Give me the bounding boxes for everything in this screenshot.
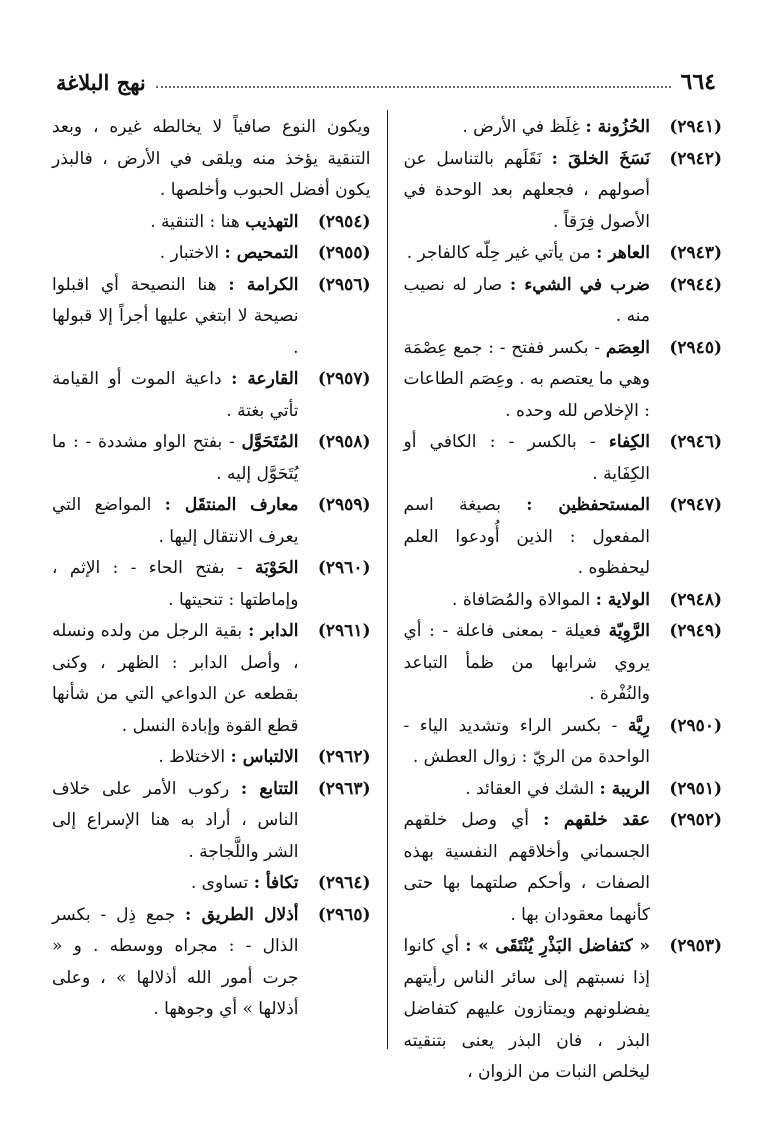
- entry-body: [52, 868, 299, 900]
- entry-body: [404, 270, 651, 333]
- glossary-entry: [404, 144, 723, 239]
- entry-body: [52, 238, 299, 270]
- entry-definition: هنا : التنقية .: [150, 211, 246, 232]
- glossary-entry: [52, 868, 371, 900]
- entry-term: الرَّوِيّة: [608, 621, 650, 641]
- glossary-entry: [404, 427, 723, 490]
- entry-definition: - بكسر الراء وتشديد الياء - الواحدة من الريّ : زوال العطش .: [403, 715, 650, 767]
- entry-definition: المواضع التي يعرف الانتقال إليها .: [52, 495, 299, 547]
- glossary-entry: [52, 207, 371, 239]
- entry-definition: نَقَلَهم بالتناسل عن أصولهم ، فجعلهم بعد الوحدة في الأصول فِرَقاً .: [403, 148, 650, 232]
- entry-number: (٢٩٥٦): [317, 274, 371, 295]
- entry-definition: - بفتح الحاء - : الإثم ، وإماطتها : تنحيتها .: [52, 558, 299, 610]
- glossary-entry: [52, 742, 371, 774]
- entry-number: (٢٩٦٤): [317, 873, 371, 893]
- entry-body: [52, 270, 299, 365]
- entry-term: الولاية :: [595, 589, 650, 610]
- glossary-entry: [52, 616, 371, 742]
- glossary-entry: [52, 900, 371, 1026]
- glossary-entry: [404, 585, 723, 617]
- entry-number: (٢٩٦٥): [317, 904, 371, 925]
- entry-definition: بصيغة اسم المفعول : الذين أُودعوا العلم ليحفظوه .: [403, 495, 650, 578]
- entry-definition: ركوب الأمر على خلاف الناس ، أراد به هنا الإسراع إلى الشر واللَّجاجة .: [52, 778, 299, 862]
- entry-body: [52, 427, 299, 490]
- glossary-entry: [52, 427, 371, 490]
- glossary-entry: [404, 774, 723, 806]
- entry-term: ضرب في الشيء :: [509, 274, 650, 295]
- glossary-entry: [52, 490, 371, 553]
- entry-number: (٢٩٥٩): [317, 495, 371, 515]
- glossary-entry: [404, 931, 723, 1089]
- entry-number: (٢٩٦١): [317, 621, 371, 641]
- entry-definition: - بفتح الواو مشددة - : ما يُتَحَوَّل إليه .: [52, 432, 299, 484]
- entry-definition: هنا النصيحة أي اقبلوا نصيحة لا ابتغي عليها أجراً إلا قبولها .: [52, 274, 299, 358]
- two-column-body: [36, 104, 738, 1082]
- entry-number: (٢٩٥٢): [669, 810, 722, 830]
- entry-definition: صار له نصيب منه .: [403, 274, 650, 326]
- entry-definition: فعيلة - بمعنى فاعلة - : أي يروي شرابها من ظمأ التباعد والنُفْرة .: [403, 621, 650, 704]
- entry-body: [52, 774, 299, 869]
- entry-number: (٢٩٦٢): [317, 747, 371, 767]
- entry-definition: غِلَظ في الأرض .: [462, 117, 586, 137]
- entry-number: (٢٩٤٣): [669, 243, 722, 263]
- entry-body: [52, 742, 299, 774]
- entry-number: (٢٩٦٠): [317, 558, 371, 578]
- entry-number: (٢٩٤٩): [669, 621, 722, 641]
- entry-body: [404, 585, 651, 617]
- entry-term: « كتفاضل البَذْرِ يُنْتَقَى » :: [465, 936, 650, 956]
- entry-definition: من يأتي غير حِلّه كالفاجر .: [406, 243, 597, 263]
- glossary-entry: [404, 333, 723, 428]
- page-header: [56, 60, 716, 104]
- entry-term: الالتباس :: [230, 747, 299, 767]
- entry-number: (٢٩٤٤): [669, 274, 722, 295]
- entry-term: معارف المنتقَل :: [164, 495, 299, 515]
- entry-definition: جمع ذِل - بكسر الذال - : مجراه ووسطه . و « جرت أمور الله أذلالها » ، وعلى أذلالها » أي وجوهها .: [52, 904, 299, 1019]
- entry-definition: - بالكسر - : الكافي أو الكِفَاية .: [403, 432, 650, 484]
- glossary-entry: [52, 364, 371, 427]
- entry-term: أذلال الطريق :: [185, 904, 299, 925]
- entry-number: (٢٩٥٤): [317, 211, 371, 232]
- entry-body: [404, 238, 651, 270]
- entry-body: [52, 364, 299, 427]
- entry-definition: داعية الموت أو القيامة تأتي بغتة .: [52, 369, 299, 421]
- running-title: نهج البلاغة: [56, 69, 146, 95]
- glossary-entry: [404, 270, 723, 333]
- entry-number: (٢٩٥٨): [317, 432, 371, 452]
- entry-definition: الاختلاط .: [158, 747, 231, 767]
- glossary-entry: [404, 805, 723, 931]
- entry-number: (٢٩٥٠): [669, 715, 722, 736]
- entry-body: [52, 900, 299, 1026]
- left-column: [36, 104, 387, 1049]
- entry-definition: الموالاة والمُصَافاة .: [452, 589, 596, 610]
- entry-term: التهذيب: [245, 211, 299, 232]
- entry-body: [52, 207, 299, 239]
- glossary-entry: [52, 238, 371, 270]
- glossary-entry: [52, 553, 371, 616]
- entry-term: تكافأ :: [253, 873, 299, 893]
- entry-number: (٢٩٤١): [669, 117, 722, 137]
- entry-term: رِيَّة: [627, 715, 650, 736]
- right-column: [388, 104, 739, 1082]
- entry-term: التمحيص :: [224, 243, 299, 263]
- glossary-entry: [404, 490, 723, 585]
- entry-definition: أي كانوا إذا نسبتهم إلى سائر الناس رأيتهم يفضلونهم ويمتازون عليهم كتفاضل البذر ، فان البذر يعنى بتنقيته ليخلص النبات من الزوان ،: [403, 936, 650, 1082]
- entry-term: المُتَحَوَّل: [241, 432, 299, 452]
- entry-term: العاهر :: [596, 243, 650, 263]
- entry-definition: - بكسر ففتح - : جمع عِصْمَة وهي ما يعتصم به . وعِصَم الطاعات : الإخلاص لله وحده .: [403, 337, 650, 421]
- entry-number: (٢٩٦٣): [317, 778, 371, 799]
- column-divider: [387, 110, 388, 1049]
- entry-number: (٢٩٥٣): [669, 936, 722, 956]
- entry-body: [404, 805, 651, 931]
- entry-term: القارعة :: [231, 369, 299, 389]
- entry-body: [404, 333, 651, 428]
- page-number: ٦٦٤: [680, 69, 716, 95]
- entry-term: التتابع :: [240, 778, 299, 799]
- entry-term: الكرامة :: [228, 274, 299, 295]
- entry-number: (٢٩٤٢): [669, 148, 722, 169]
- entry-body: [404, 931, 651, 1089]
- entry-term: الحَوْبَة: [254, 558, 299, 578]
- entry-body: [404, 774, 651, 806]
- entry-number: (٢٩٤٥): [669, 337, 722, 358]
- continuation-text: ويكون النوع صافياً لا يخالطه غيره ، وبعد التنقية يؤخذ منه ويلقى في الأرض ، فالبذر يكون أفضل الحبوب وأخلصها .: [52, 117, 371, 200]
- entry-body: [404, 616, 651, 711]
- entry-body: [52, 616, 299, 742]
- entry-term: الدابر :: [248, 621, 299, 641]
- entry-term: المستحفظين :: [526, 495, 650, 515]
- entry-term: الحُزُونة :: [585, 117, 650, 137]
- entry-number: (٢٩٥١): [669, 778, 722, 799]
- glossary-entry: [404, 238, 723, 270]
- entry-term: الريبة :: [599, 778, 650, 799]
- glossary-entry: [404, 616, 723, 711]
- entry-number: (٢٩٥٧): [317, 369, 371, 389]
- entry-number: (٢٩٤٨): [669, 589, 722, 610]
- entry-term: نَسَخَ الخلقَ :: [551, 148, 650, 169]
- entry-definition: الشك في العقائد .: [465, 778, 600, 799]
- glossary-entry: [52, 270, 371, 365]
- header-dotted-rule: [156, 86, 671, 88]
- entry-body: [404, 144, 651, 239]
- entry-number: (٢٩٤٦): [669, 432, 722, 452]
- entry-body: [404, 490, 651, 585]
- entry-term: عقد خلقهم :: [543, 810, 650, 830]
- entry-number: (٢٩٤٧): [669, 495, 722, 515]
- entry-term: العِصَم: [605, 337, 650, 358]
- entry-body: [404, 427, 651, 490]
- glossary-entry: [404, 711, 723, 774]
- entry-body: [404, 112, 651, 144]
- entry-body: [52, 553, 299, 616]
- glossary-entry: [404, 112, 723, 144]
- glossary-entry: [52, 774, 371, 869]
- entry-definition: أي وصل خلقهم الجسماني وأخلاقهم النفسية بهذه الصفات ، وأحكم صلتهما بها حتى كأنهما معقودان بها .: [403, 810, 650, 925]
- entry-body: [404, 711, 651, 774]
- entry-definition: تساوى .: [190, 873, 254, 893]
- entry-number: (٢٩٥٥): [317, 243, 371, 263]
- entry-body: [52, 490, 299, 553]
- entry-term: الكِفاء: [608, 432, 650, 452]
- entry-definition: الاختبار .: [159, 243, 225, 263]
- entry-definition: بقية الرجل من ولده ونسله ، وأصل الدابر : الظهر ، وكنى بقطعه عن الدواعي التي من شأنها قطع القوة وإبادة النسل .: [52, 621, 299, 736]
